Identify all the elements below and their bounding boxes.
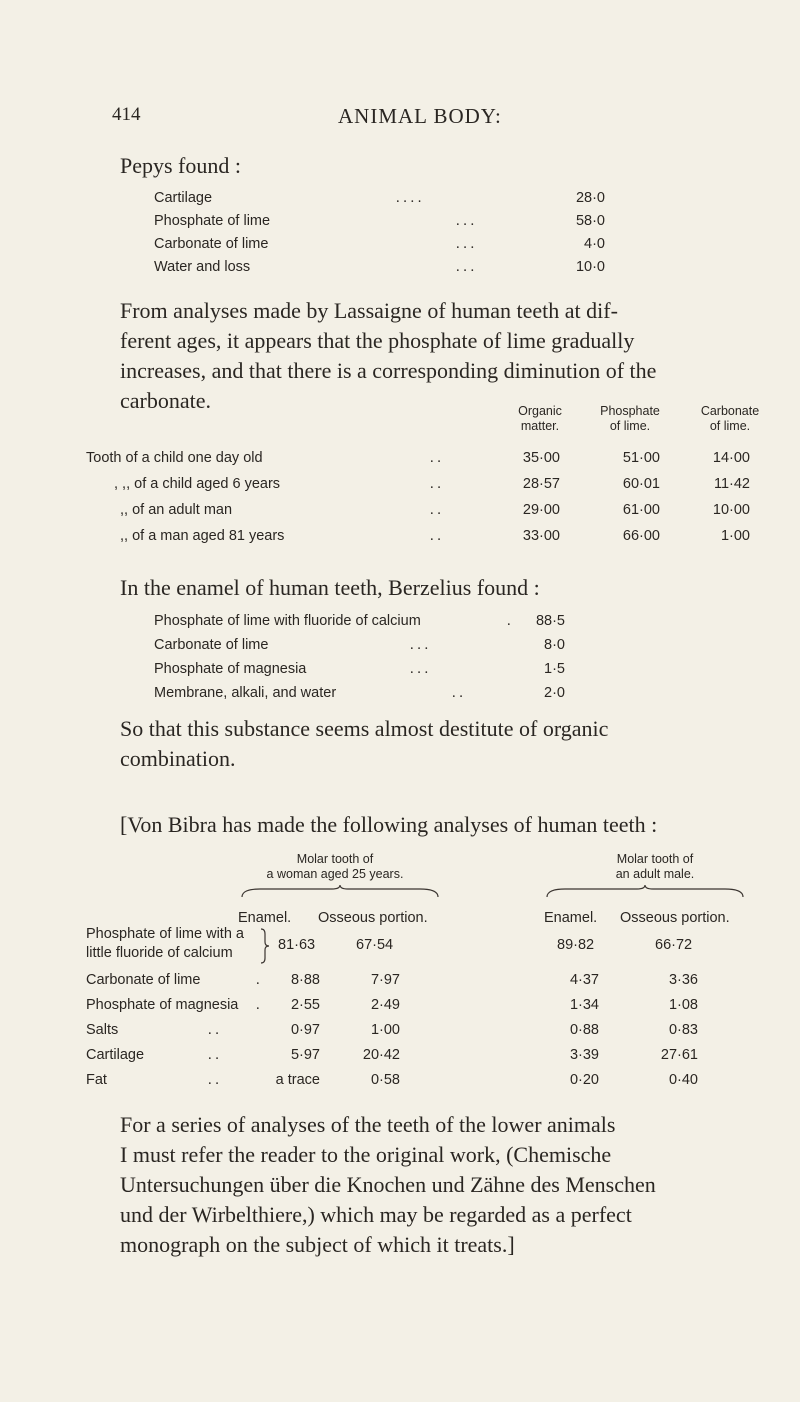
table-cell: 2·55	[290, 997, 320, 1013]
paragraph-line: For a series of analyses of the teeth of the lower animals	[120, 1112, 616, 1137]
table-cell: 66·00	[622, 528, 660, 544]
table-row-dots: . . .	[410, 661, 429, 677]
subheader: Enamel.	[238, 910, 292, 926]
table-cell: 1·00	[720, 528, 750, 544]
table-cell: 61·00	[622, 502, 660, 518]
group-header: Molar tooth of a woman aged 25 years.	[266, 852, 404, 881]
brace-icon	[240, 885, 440, 899]
table-cell: 8·0	[544, 637, 565, 653]
berzelius-intro: In the enamel of human teeth, Berzelius found :	[120, 575, 540, 600]
table-cell: 2·49	[370, 997, 400, 1013]
table-cell: 14·00	[712, 450, 750, 466]
table-cell: 35·00	[522, 450, 560, 466]
pepys-row-value: 58·0	[575, 213, 605, 229]
table-row-dots: . .	[208, 1022, 219, 1038]
table-cell: 0·88	[569, 1022, 599, 1038]
paragraph-line: combination.	[120, 746, 236, 771]
table-cell: 1·00	[370, 1022, 400, 1038]
paragraph-line: monograph on the subject of which it treats.]	[120, 1232, 515, 1257]
table-cell: 4·37	[569, 972, 599, 988]
pepys-row-dots: . . . .	[396, 190, 422, 206]
pepys-row-value: 10·0	[575, 259, 605, 275]
subheader: Enamel.	[544, 910, 598, 926]
pepys-row-dots: . . .	[456, 259, 475, 275]
pepys-row-label: Carbonate of lime	[154, 236, 269, 252]
table-cell: 51·00	[622, 450, 660, 466]
table-cell: 11·42	[713, 476, 750, 492]
table-row-label: ,, of a man aged 81 years	[120, 528, 285, 544]
paragraph-line: increases, and that there is a corresponding diminution of the	[120, 358, 657, 383]
table-row-label: ,, of an adult man	[120, 502, 233, 518]
pepys-row-label: Cartilage	[154, 190, 213, 206]
table-cell: 27·61	[660, 1047, 698, 1063]
table-cell: 5·97	[290, 1047, 320, 1063]
table-cell: 67·54	[356, 937, 394, 953]
paragraph-line: carbonate.	[120, 388, 211, 413]
pepys-row-value: 4·0	[584, 236, 605, 252]
subheader: Osseous portion.	[620, 910, 730, 926]
group-header: Molar tooth of an adult male.	[615, 852, 695, 881]
table-row-dots: .	[256, 997, 260, 1013]
paragraph-line: From analyses made by Lassaigne of human teeth at dif-	[120, 298, 618, 323]
table-row-dots: . . .	[410, 637, 429, 653]
table-row-label: Salts	[86, 1022, 119, 1038]
pepys-row-label: Water and loss	[154, 259, 251, 275]
table-cell: 3·36	[668, 972, 698, 988]
table-row-label: Membrane, alkali, and water	[154, 685, 337, 701]
bibra-intro: [Von Bibra has made the following analyses of human teeth :	[120, 812, 658, 837]
table-cell: 0·40	[668, 1072, 698, 1088]
table-row-label: Phosphate of magnesia	[86, 997, 239, 1013]
table-cell: 89·82	[557, 937, 595, 953]
table-row-dots: . .	[430, 450, 441, 466]
column-header: Organic matter.	[518, 404, 562, 433]
table-row-label: little fluoride of calcium	[86, 945, 233, 961]
table-cell: 0·20	[569, 1072, 599, 1088]
table-cell: 81·63	[278, 937, 316, 953]
table-row-label: Carbonate of lime	[86, 972, 201, 988]
column-header: Phosphate of lime.	[600, 404, 660, 433]
table-row-label: Tooth of a child one day old	[86, 450, 263, 466]
table-row-label: Phosphate of magnesia	[154, 661, 307, 677]
table-row-dots: . .	[452, 685, 463, 701]
table-cell: 7·97	[370, 972, 400, 988]
table-cell: 1·08	[668, 997, 698, 1013]
table-row-dots: . .	[430, 476, 441, 492]
table-row-dots: . .	[208, 1072, 219, 1088]
table-cell: 60·01	[622, 476, 660, 492]
table-cell: 0·83	[668, 1022, 698, 1038]
column-header: Carbonate of lime.	[700, 404, 760, 433]
subheader: Osseous portion.	[318, 910, 428, 926]
paragraph-line: I must refer the reader to the original work, (Chemische	[120, 1142, 612, 1167]
table-row-dots: . .	[430, 502, 441, 518]
table-row-label: Phosphate of lime with fluoride of calcium	[154, 613, 421, 629]
table-cell: 10·00	[712, 502, 750, 518]
pepys-intro: Pepys found :	[120, 153, 241, 178]
paragraph-line: Untersuchungen über die Knochen und Zähne des Menschen	[120, 1172, 656, 1197]
table-cell: 1·5	[544, 661, 565, 677]
table-cell: 20·42	[362, 1047, 400, 1063]
table-row-label: Fat	[86, 1072, 107, 1088]
pepys-row-dots: . . .	[456, 213, 475, 229]
table-cell: 28·57	[522, 476, 560, 492]
table-cell: 2·0	[544, 685, 565, 701]
table-cell: 88·5	[535, 613, 565, 629]
table-row-dots: .	[256, 972, 260, 988]
pepys-row-dots: . . .	[456, 236, 475, 252]
table-cell: 3·39	[569, 1047, 599, 1063]
table-row-dots: .	[507, 613, 511, 629]
brace-icon	[545, 885, 745, 899]
table-row-label: Carbonate of lime	[154, 637, 269, 653]
paragraph-line: und der Wirbelthiere,) which may be regarded as a perfect	[120, 1202, 632, 1227]
brace-icon	[260, 928, 270, 964]
table-cell: 29·00	[522, 502, 560, 518]
table-row-dots: . .	[208, 1047, 219, 1063]
paragraph-line: ferent ages, it appears that the phosphate of lime gradually	[120, 328, 635, 353]
table-cell: 1·34	[569, 997, 599, 1013]
table-cell: a trace	[275, 1072, 320, 1088]
paragraph-line: So that this substance seems almost destitute of organic	[120, 716, 609, 741]
table-cell: 0·58	[370, 1072, 400, 1088]
table-row-label: , ,, of a child aged 6 years	[114, 476, 281, 492]
running-title: ANIMAL BODY:	[338, 104, 502, 128]
table-cell: 66·72	[655, 937, 693, 953]
pepys-row-label: Phosphate of lime	[154, 213, 271, 229]
pepys-row-value: 28·0	[575, 190, 605, 206]
table-cell: 0·97	[290, 1022, 320, 1038]
table-row-label: Cartilage	[86, 1047, 145, 1063]
table-row-label: Phosphate of lime with a	[86, 926, 244, 942]
table-cell: 33·00	[522, 528, 560, 544]
table-row-dots: . .	[430, 528, 441, 544]
table-cell: 8·88	[290, 972, 320, 988]
page-number: 414	[112, 104, 141, 125]
